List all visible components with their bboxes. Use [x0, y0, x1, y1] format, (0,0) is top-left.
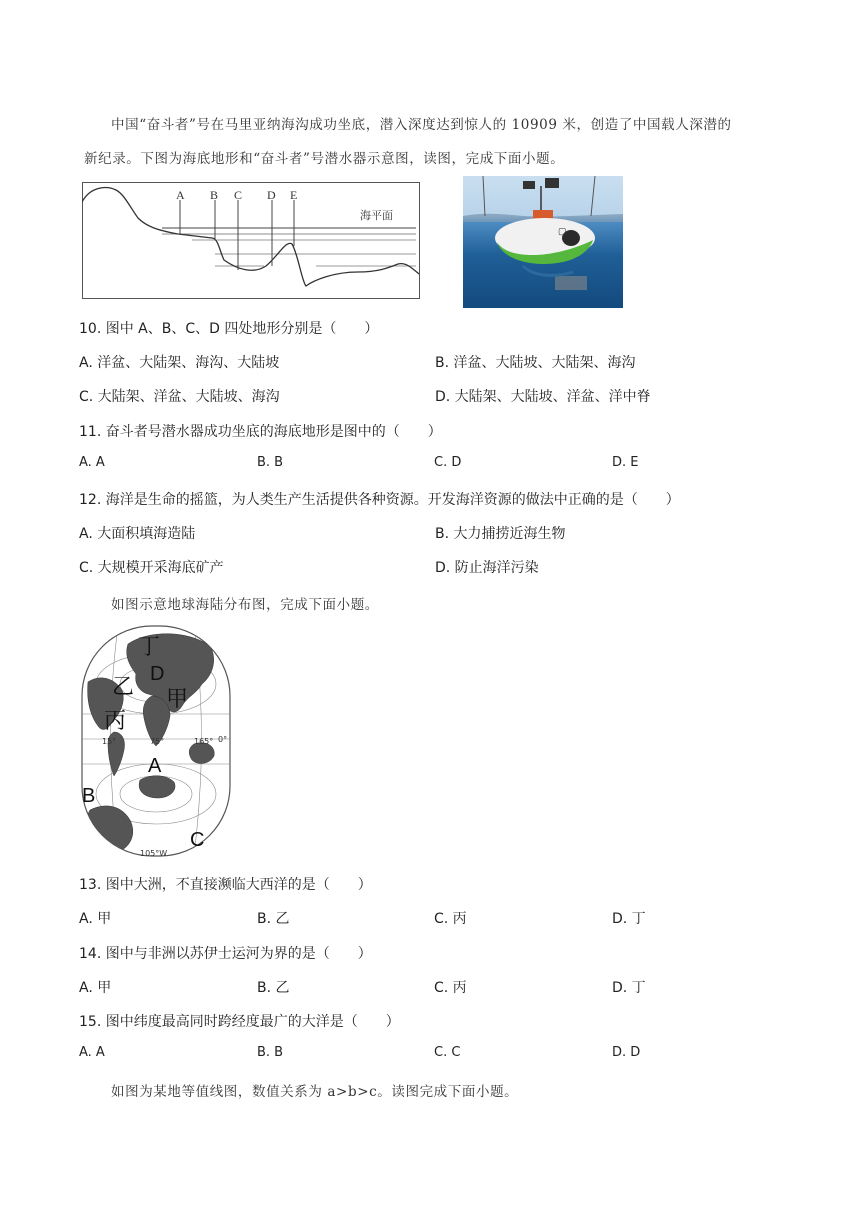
profile-label-e: E	[290, 188, 298, 202]
question-14-option-a[interactable]: A. 甲	[79, 980, 112, 996]
label-yi: 乙	[112, 675, 135, 700]
question-11-option-c[interactable]: C. D	[434, 455, 462, 470]
question-14-option-d[interactable]: D. 丁	[612, 980, 646, 996]
label-bing: 丙	[104, 709, 127, 734]
intro-world-map: 如图示意地球海陆分布图，完成下面小题。	[111, 597, 379, 613]
world-map-figure	[78, 624, 234, 860]
question-13-option-c[interactable]: C. 丙	[434, 911, 467, 927]
question-10-option-c[interactable]: C. 大陆架、洋盆、大陆坡、海沟	[79, 389, 280, 405]
question-14-option-b[interactable]: B. 乙	[257, 980, 290, 996]
intro-contour-map: 如图为某地等值线图，数值关系为 a>b>c。读图完成下面小题。	[111, 1084, 519, 1100]
question-12-option-b[interactable]: B. 大力捕捞近海生物	[435, 526, 566, 542]
question-10-stem: 10. 图中 A、B、C、D 四处地形分别是（ ）	[79, 321, 379, 337]
label-ocean-a: A	[148, 755, 162, 777]
label-ocean-c: C	[190, 829, 205, 851]
deg-105w: 105°W	[140, 849, 168, 858]
question-15-option-a[interactable]: A. A	[79, 1045, 105, 1060]
submersible-photo	[463, 176, 623, 308]
profile-label-a: A	[176, 188, 185, 202]
question-14-stem: 14. 图中与非洲以苏伊士运河为界的是（ ）	[79, 946, 372, 962]
question-15-option-d[interactable]: D. D	[612, 1045, 641, 1060]
label-jia: 甲	[166, 687, 189, 712]
intro-line-2: 新纪录。下图为海底地形和“奋斗者”号潜水器示意图，读图，完成下面小题。	[84, 151, 565, 167]
svg-text:▢: ▢	[558, 226, 567, 236]
intro-line-1: 中国“奋斗者”号在马里亚纳海沟成功坐底，潜入深度达到惊人的 10909 米，创造了中国载人深潜的	[111, 117, 732, 133]
question-15-stem: 15. 图中纬度最高同时跨经度最广的大洋是（ ）	[79, 1014, 400, 1030]
profile-label-d: D	[267, 188, 276, 202]
question-15-option-c[interactable]: C. C	[434, 1045, 461, 1060]
question-11-stem: 11. 奋斗者号潜水器成功坐底的海底地形是图中的（ ）	[79, 424, 442, 440]
deg-0: 0°	[218, 735, 228, 744]
question-12-option-c[interactable]: C. 大规模开采海底矿产	[79, 560, 224, 576]
question-11-option-d[interactable]: D. E	[612, 455, 639, 470]
label-ocean-b: B	[82, 785, 96, 807]
deg-165: 165°	[194, 737, 214, 746]
deg-15: 15°	[102, 737, 117, 746]
question-13-stem: 13. 图中大洲，不直接濒临大西洋的是（ ）	[79, 877, 372, 893]
question-10-option-a[interactable]: A. 洋盆、大陆架、海沟、大陆坡	[79, 355, 280, 371]
label-ocean-d: D	[150, 663, 165, 685]
question-12-option-a[interactable]: A. 大面积填海造陆	[79, 526, 196, 542]
question-13-option-d[interactable]: D. 丁	[612, 911, 646, 927]
question-13-option-b[interactable]: B. 乙	[257, 911, 290, 927]
profile-label-c: C	[234, 188, 243, 202]
deg-75: 75°	[150, 737, 165, 746]
question-15-option-b[interactable]: B. B	[257, 1045, 284, 1060]
seafloor-profile-figure	[82, 182, 420, 300]
sea-level-label: 海平面	[360, 209, 393, 222]
question-11-option-a[interactable]: A. A	[79, 455, 105, 470]
question-14-option-c[interactable]: C. 丙	[434, 980, 467, 996]
label-ding: 丁	[138, 635, 161, 660]
question-10-option-b[interactable]: B. 洋盆、大陆坡、大陆架、海沟	[435, 355, 636, 371]
question-13-option-a[interactable]: A. 甲	[79, 911, 112, 927]
question-12-option-d[interactable]: D. 防止海洋污染	[435, 560, 539, 576]
question-12-stem: 12. 海洋是生命的摇篮，为人类生产生活提供各种资源。开发海洋资源的做法中正确的是（ ）	[79, 492, 680, 508]
question-11-option-b[interactable]: B. B	[257, 455, 284, 470]
question-10-option-d[interactable]: D. 大陆架、大陆坡、洋盆、洋中脊	[435, 389, 651, 405]
profile-label-b: B	[210, 188, 219, 202]
